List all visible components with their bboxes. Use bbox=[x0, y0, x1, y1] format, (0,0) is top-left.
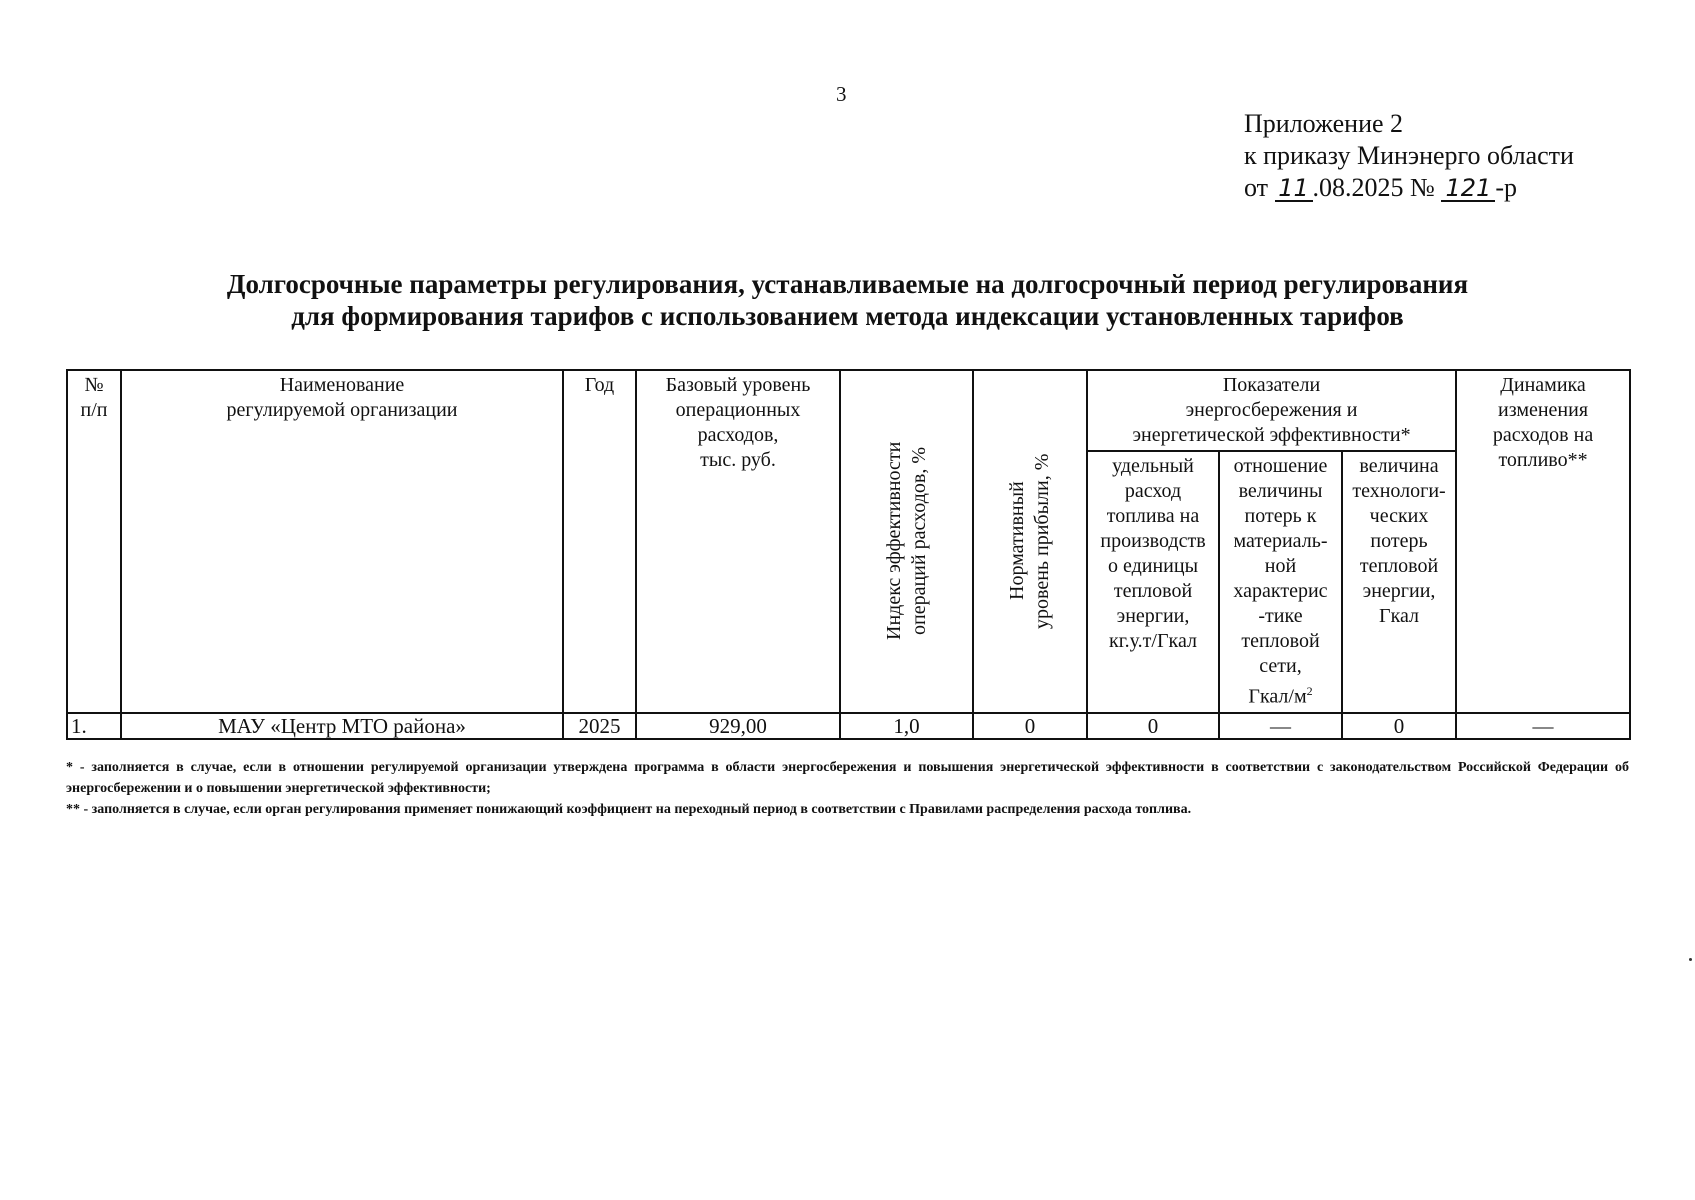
header-tech-losses: величина технологи- ческих потерь тепловой энергии, Гкал bbox=[1342, 451, 1456, 713]
header-efficiency-index-text: Индекс эффективности операций расходов, % bbox=[882, 442, 930, 641]
order-number: 121 bbox=[1441, 176, 1495, 202]
date-rest: .08.2025 № bbox=[1312, 173, 1435, 202]
row-name: МАУ «Центр МТО района» bbox=[121, 713, 563, 739]
footnote-1: * - заполняется в случае, если в отношении регулируемой организации утверждена программа в области энергосбережения и повышения энергетической эффективности в соответствии с законодательством Российской Федерации об энергосбережении и о повышении энергетической эффективности; bbox=[66, 760, 1629, 796]
title-line1: Долгосрочные параметры регулирования, устанавливаемые на долгосрочный период регулирования bbox=[226, 269, 1469, 299]
row-dynamics: — bbox=[1456, 713, 1630, 739]
appendix-line2: к приказу Минэнерго области bbox=[1244, 141, 1574, 170]
title-line2: для формирования тарифов с использованием метода индексации установленных тарифов bbox=[291, 301, 1404, 331]
footnote-2: ** - заполняется в случае, если орган регулирования применяет понижающий коэффициент на переходный период в соответствии с Правилами распределения расхода топлива. bbox=[66, 802, 1192, 817]
table-row bbox=[67, 713, 1630, 739]
header-name: Наименование регулируемой организации bbox=[121, 370, 563, 713]
row-fuel: 0 bbox=[1087, 713, 1219, 739]
row-base: 929,00 bbox=[636, 713, 840, 739]
row-num: 1. bbox=[67, 713, 121, 739]
parameters-table bbox=[66, 369, 1631, 740]
date-prefix: от bbox=[1244, 173, 1269, 202]
scan-artifact-dot bbox=[1689, 958, 1692, 961]
header-profit-level bbox=[973, 370, 1087, 713]
page-number: 3 bbox=[836, 82, 847, 106]
footnotes bbox=[66, 757, 1629, 820]
document-title bbox=[0, 268, 1695, 332]
row-profit: 0 bbox=[973, 713, 1087, 739]
order-number-suffix: -р bbox=[1495, 173, 1518, 202]
header-losses-ratio-sup: 2 bbox=[1306, 684, 1313, 698]
row-year: 2025 bbox=[563, 713, 636, 739]
header-energy-group: Показатели энергосбережения и энергетической эффективности* bbox=[1087, 370, 1456, 451]
header-efficiency-index bbox=[840, 370, 973, 713]
header-specific-fuel: удельный расход топлива на производств о единицы тепловой энергии, кг.у.т/Гкал bbox=[1087, 451, 1219, 713]
appendix-block bbox=[1244, 108, 1574, 204]
header-fuel-dynamics: Динамика изменения расходов на топливо** bbox=[1456, 370, 1630, 713]
date-day: 11 bbox=[1275, 176, 1313, 202]
row-losses-ratio: — bbox=[1219, 713, 1342, 739]
row-tech-losses: 0 bbox=[1342, 713, 1456, 739]
header-row-1 bbox=[67, 370, 1630, 451]
header-base-level: Базовый уровень операционных расходов, тыс. руб. bbox=[636, 370, 840, 713]
row-index: 1,0 bbox=[840, 713, 973, 739]
appendix-line1: Приложение 2 bbox=[1244, 109, 1404, 138]
header-year: Год bbox=[563, 370, 636, 713]
appendix-date-line bbox=[1244, 172, 1574, 204]
header-losses-ratio-text: отношение величины потерь к материаль- ной характерис -тике тепловой сети, Гкал/м bbox=[1233, 455, 1328, 708]
header-num: № п/п bbox=[67, 370, 121, 713]
header-profit-level-text: Нормативный уровень прибыли, % bbox=[1006, 453, 1053, 630]
header-losses-ratio bbox=[1219, 451, 1342, 713]
